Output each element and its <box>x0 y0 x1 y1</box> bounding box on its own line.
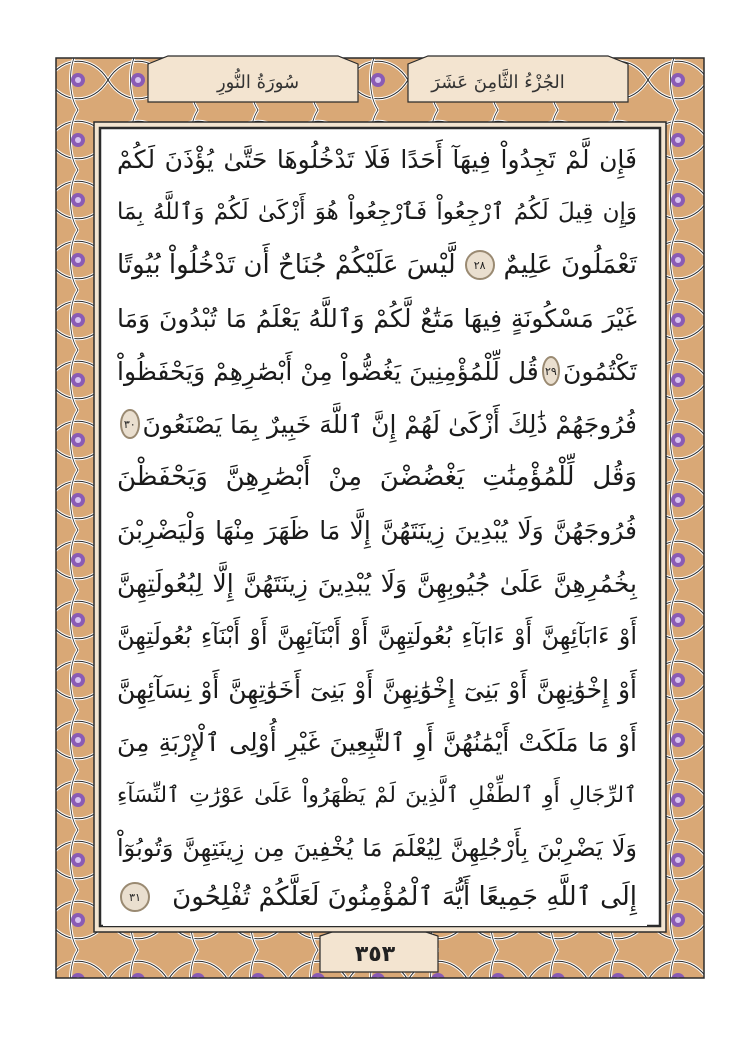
text-line <box>117 188 637 236</box>
line-text: وَإِن قِيلَ لَكُمُ ٱرْجِعُواْ فَٱرْجِعُواْ هُوَ أَزْكَىٰ لَكُمْ وَٱللَّهُ بِمَا <box>117 199 637 225</box>
text-line <box>117 241 637 289</box>
text-line <box>117 873 637 921</box>
line-text: أَوْ إِخْوَٰنِهِنَّ أَوْ بَنِىٓ إِخْوَٰنِهِنَّ أَوْ بَنِىٓ أَخَوَٰتِهِنَّ أَوْ نِسَآئِهِنَّ <box>117 674 637 704</box>
text-line <box>117 612 637 660</box>
line-text: قُل لِّلْمُؤْمِنِينَ يَغُضُّواْ مِنْ أَبْصَٰرِهِمْ وَيَحْفَظُواْ <box>117 356 539 386</box>
line-text: وَقُل لِّلْمُؤْمِنَٰتِ يَغْضُضْنَ مِنْ أَبْصَٰرِهِنَّ وَيَحْفَظْنَ <box>117 462 637 492</box>
line-text: فَإِن لَّمْ تَجِدُواْ فِيهَآ أَحَدًا فَلَا تَدْخُلُوهَا حَتَّىٰ يُؤْذَنَ لَكُمْ <box>117 144 637 174</box>
line-text: ٱلرِّجَالِ أَوِ ٱلطِّفْلِ ٱلَّذِينَ لَمْ يَظْهَرُواْ عَلَىٰ عَوْرَٰتِ ٱلنِّسَآءِ <box>117 782 637 808</box>
line-text: لَّيْسَ عَلَيْكُمْ جُنَاحٌ أَن تَدْخُلُواْ بُيُوتًا <box>117 250 456 280</box>
ayah-marker: ٣٠ <box>120 409 140 439</box>
text-line <box>117 453 637 501</box>
line-text: أَوْ ءَابَآئِهِنَّ أَوْ ءَابَآءِ بُعُولَتِهِنَّ أَوْ أَبْنَآئِهِنَّ أَوْ أَبْنَآءِ بُعُولَتِهِنَّ <box>117 622 637 650</box>
text-line <box>117 506 637 554</box>
ayah-marker: ٣١ <box>120 882 150 912</box>
line-text: وَلَا يَضْرِبْنَ بِأَرْجُلِهِنَّ لِيُعْلَمَ مَا يُخْفِينَ مِن زِينَتِهِنَّ وَتُوبُوٓاْ <box>117 834 637 862</box>
page-number: ٣٥٣ <box>354 941 396 967</box>
text-line <box>117 718 637 766</box>
line-text: فُرُوجَهُنَّ وَلَا يُبْدِينَ زِينَتَهُنَّ إِلَّا مَا ظَهَرَ مِنْهَا وَلْيَضْرِبْنَ <box>117 515 637 545</box>
line-text: أَوْ مَا مَلَكَتْ أَيْمَٰنُهُنَّ أَوِ ٱلتَّٰبِعِينَ غَيْرِ أُوْلِى ٱلْإِرْبَةِ مِنَ <box>117 727 637 757</box>
text-line <box>117 135 637 183</box>
text-line <box>117 771 637 819</box>
line-text: تَعْمَلُونَ عَلِيمٌ <box>503 250 637 280</box>
text-line <box>117 665 637 713</box>
line-text: غَيْرَ مَسْكُونَةٍ فِيهَا مَتَٰعٌ لَّكُمْ وَٱللَّهُ يَعْلَمُ مَا تُبْدُونَ وَمَا <box>117 303 637 333</box>
text-line <box>117 294 637 342</box>
text-line <box>117 824 637 872</box>
surah-name-header: سُورَةُ النُّورِ <box>216 71 300 93</box>
juz-name-header: الجُزْءُ الثَّامِنَ عَشَرَ <box>431 71 565 93</box>
line-text: تَكْتُمُونَ <box>562 356 637 386</box>
quran-text-area <box>103 131 647 926</box>
text-line <box>117 559 637 607</box>
line-text: إِلَى ٱللَّهِ جَمِيعًا أَيُّهَ ٱلْمُؤْمِنُونَ لَعَلَّكُمْ تُفْلِحُونَ <box>172 882 637 912</box>
line-text: بِخُمُرِهِنَّ عَلَىٰ جُيُوبِهِنَّ وَلَا يُبْدِينَ زِينَتَهُنَّ إِلَّا لِبُعُولَتِهِنَّ <box>117 568 637 598</box>
text-line <box>117 400 637 448</box>
ayah-marker: ٢٨ <box>465 250 495 280</box>
ayah-marker: ٢٩ <box>542 356 560 386</box>
line-text: فُرُوجَهُمْ ذَٰلِكَ أَزْكَىٰ لَهُمْ إِنَّ ٱللَّهَ خَبِيرٌ بِمَا يَصْنَعُونَ <box>142 409 637 439</box>
text-line <box>117 347 637 395</box>
